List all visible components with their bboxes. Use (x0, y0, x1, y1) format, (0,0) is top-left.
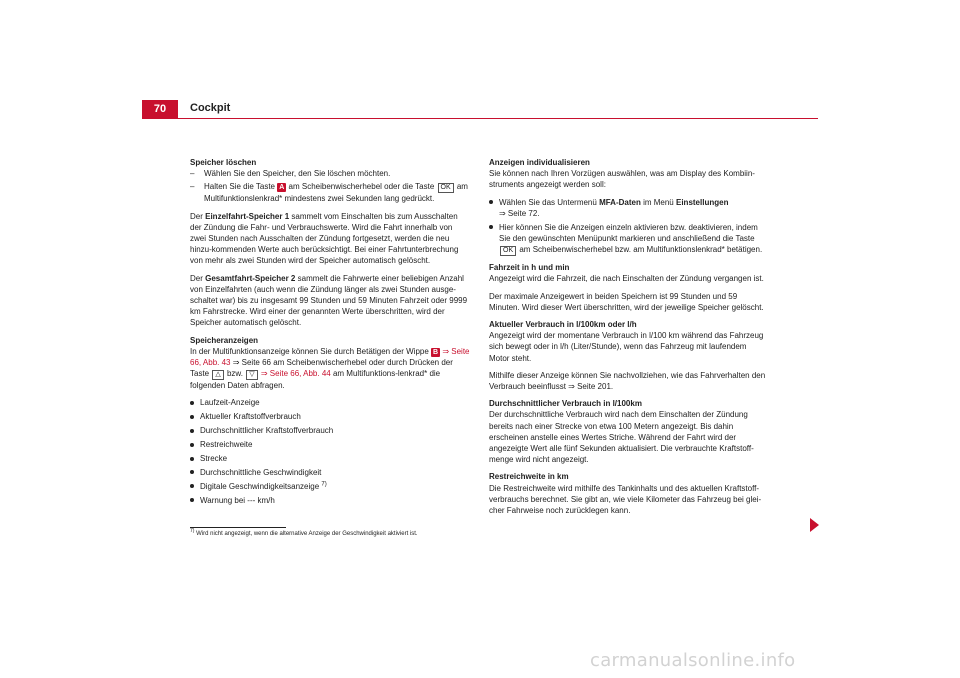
paragraph-aktueller-2: Mithilfe dieser Anzeige können Sie nachvollziehen, wie das Fahrverhalten den Verbrauch beeinflusst ⇒ Seite 201. (489, 370, 766, 391)
paragraph-anzeigen: Sie können nach Ihren Vorzügen auswählen, was am Display des Kombiin-struments angezeigt werden soll: (489, 169, 755, 190)
bullet-list-speicheranzeigen (190, 397, 470, 505)
left-column (190, 157, 470, 512)
watermark: carmanualsonline.info (590, 650, 796, 671)
bullet-icon (190, 498, 194, 502)
ok-key-symbol: OK (500, 246, 516, 256)
bullet-list-anzeigen (489, 197, 769, 257)
paragraph-fahrzeit-1: Angezeigt wird die Fahrzeit, die nach Einschalten der Zündung vergangen ist. (489, 274, 764, 284)
ok-key-symbol: OK (438, 183, 454, 193)
paragraph-fahrzeit-2: Der maximale Anzeigewert in beiden Speichern ist 99 Stunden und 59 Minuten. Wird dieser Wert überschritten, wird der jeweilige Speicher gelöscht. (489, 291, 764, 312)
paragraph-restreichweite: Die Restreichweite wird mithilfe des Tankinhalts und des aktuellen Kraftstoff-verbrauchs berechnet. Sie gibt an, wie viele Kilometer das Fahrzeug bei glei-cher Fahrweise noch zurücklegen kann. (489, 483, 762, 515)
list-item: Restreichweite (190, 439, 470, 450)
bullet-icon (190, 470, 194, 474)
down-key-icon: ▽ (246, 370, 257, 380)
paragraph-einzelfahrt: Der Einzelfahrt-Speicher 1 sammelt vom Einschalten bis zum Ausschalten der Zündung die Fahr- und Verbrauchswerte. Wird die Fahrt innerhalb von zwei Stunden nach Ausschalten der Zündung fortgesetzt, werden die neu hinzu-kommenden Werte auch berücksichtigt. Bei einer Fahrtunterbrechung von mehr als zwei Stunden wird der Speicher automatisch gelöscht. (190, 211, 459, 266)
dash-item: – Halten Sie die Taste A am Scheibenwischerhebel oder die Taste OK am Multifunktionslenkrad* mindestens zwei Sekunden lang gedrückt. (190, 182, 468, 204)
heading-fahrzeit: Fahrzeit in h und min (489, 263, 570, 273)
bullet-icon (190, 429, 194, 433)
list-item: Hier können Sie die Anzeigen einzeln aktivieren bzw. deaktivieren, indem Sie den gewünschten Menüpunkt markieren und anschließend die Taste OK am Scheibenwischerhebel bzw. am Multifunktionslenkrad* betätigen. (489, 222, 769, 256)
paragraph-aktueller-1: Angezeigt wird der momentane Verbrauch in l/100 km während das Fahrzeug sich bewegt oder in l/h (Liter/Stunde), wenn das Fahrzeug mit laufendem Motor steht. (489, 331, 764, 363)
bullet-icon (190, 443, 194, 447)
list-item: Wählen Sie das Untermenü MFA-Daten im Menü Einstellungen ⇒ Seite 72. (489, 197, 769, 219)
list-item: Warnung bei --- km/h (190, 495, 470, 506)
button-a-symbol: A (279, 184, 285, 192)
bullet-icon (489, 200, 493, 204)
up-key-icon: △ (212, 370, 223, 380)
link-seite-72[interactable]: ⇒ Seite 72. (499, 208, 540, 218)
page-number: 70 (142, 100, 178, 118)
list-item: Digitale Geschwindigkeitsanzeige $^{7)}$ (190, 481, 470, 492)
heading-speicher-loeschen: Speicher löschen (190, 158, 257, 167)
page-title: Cockpit (190, 102, 231, 114)
footnote-divider (190, 527, 286, 528)
link-abb-44[interactable]: ⇒ Seite 66, Abb. 44 (260, 369, 331, 379)
heading-restreichweite: Restreichweite in km (489, 472, 569, 482)
paragraph-durchschnittlicher: Der durchschnittliche Verbrauch wird nach dem Einschalten der Zündung bereits nach einer Strecke von etwa 100 Metern angezeigt. Bis dahin erscheinen anstelle eines Wertes Striche. Während der Fahrt wird der angezeigte Wert alle fünf Sekunden aktualisiert. Die verbrauchte Kraftstoff-menge wird nicht angezeigt. (489, 410, 754, 465)
footnote: $^{7)}$ Wird nicht angezeigt, wenn die alternative Anzeige der Geschwindigkeit aktiviert ist. (190, 528, 418, 537)
bullet-icon (190, 401, 194, 405)
button-b-symbol: B (433, 348, 439, 356)
bullet-icon (489, 225, 493, 229)
list-item: Laufzeit-Anzeige (190, 397, 470, 408)
footnote-ref[interactable]: 7) (321, 481, 327, 488)
header-divider (142, 118, 818, 119)
list-item: Durchschnittlicher Kraftstoffverbrauch (190, 425, 470, 436)
dash-list (190, 168, 470, 204)
footnote-mark: 7) (190, 528, 195, 534)
dash-item: – Wählen Sie den Speicher, den Sie löschen möchten. (190, 169, 391, 179)
list-item: Aktueller Kraftstoffverbrauch (190, 411, 470, 422)
heading-anzeigen-individualisieren: Anzeigen individualisieren (489, 158, 590, 167)
heading-durchschnittlicher-verbrauch: Durchschnittlicher Verbrauch in l/100km (489, 399, 642, 409)
bullet-icon (190, 415, 194, 419)
bullet-icon (190, 457, 194, 461)
bullet-icon (190, 484, 194, 488)
list-item: Durchschnittliche Geschwindigkeit (190, 467, 470, 478)
heading-speicheranzeigen: Speicheranzeigen (190, 335, 259, 345)
next-page-arrow-icon[interactable] (810, 518, 819, 532)
link-abb-43[interactable]: ⇒ Seite 66, Abb. 43 (190, 346, 470, 368)
paragraph-speicheranzeigen: In der Multifunktionsanzeige können Sie durch Betätigen der Wippe B ⇒ Seite 66, Abb. 43 ⇒ Seite 66 am Scheibenwischerhebel oder durch Drücken der Taste △ bzw. ▽ ⇒ Seite 66, Abb. 44 am Multifunktions-lenkrad* die folgenden Daten abfragen. (190, 346, 470, 391)
paragraph-gesamtfahrt: Der Gesamtfahrt-Speicher 2 sammelt die Fahrwerte einer beliebigen Anzahl von Einzelfahrten (auch wenn die Zündung länger als zwei Stunden ausge-schaltet war) bis zu insgesamt 99 Stunden und 59 Minuten Fahrzeit oder 9999 km Fahrstrecke. Wird einer der genannten Werte überschritten, wird der Speicher automatisch gelöscht. (190, 273, 468, 328)
list-item: Strecke (190, 453, 470, 464)
heading-aktueller-verbrauch: Aktueller Verbrauch in l/100km oder l/h (489, 319, 637, 329)
right-column (489, 157, 769, 522)
